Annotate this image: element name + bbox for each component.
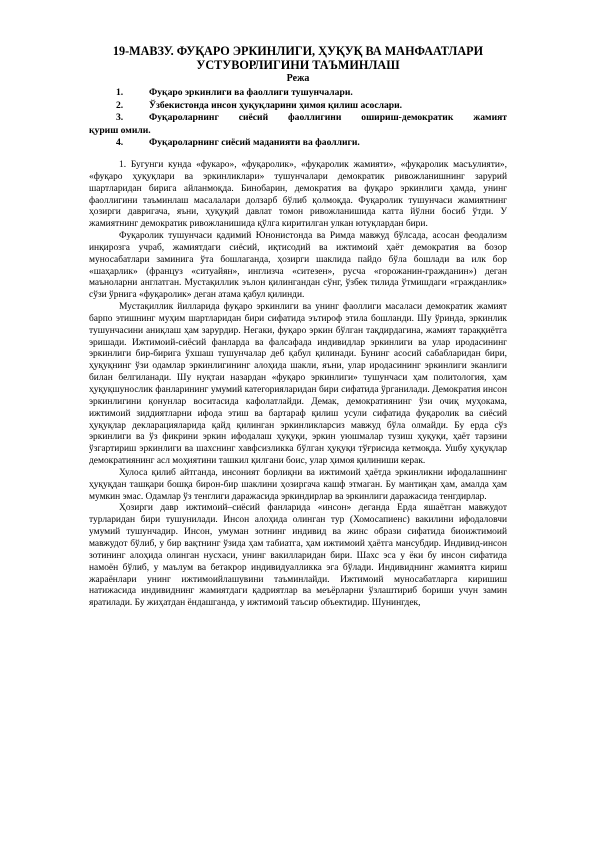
plan-list bbox=[89, 87, 507, 150]
plan-item-text: Фуқароларнинг сиёсий маданияти ва фаоллиги. bbox=[149, 137, 360, 149]
body-text bbox=[89, 160, 507, 610]
page-title: 19-МАВЗУ. ФУҚАРО ЭРКИНЛИГИ, ҲУҚУҚ ВА МАНФААТЛАРИ УСТУВОРЛИГИНИ ТАЪМИНЛАШ bbox=[112, 44, 484, 72]
plan-item bbox=[89, 87, 507, 100]
plan-heading: Режа bbox=[286, 73, 310, 84]
plan-item bbox=[89, 137, 507, 150]
plan-item-number: 4. bbox=[116, 137, 124, 149]
plan-item bbox=[89, 100, 507, 113]
paragraph: Хулоса қилиб айтганда, инсоният борлиқни ва ижтимоий ҳаётда эркинликни ифодалашнинг ҳуқуқдан ташқари бошқа бирон-бир шаклини ҳозиргача кашф этмаган. Бу мантиқан ҳам, амалда ҳам мумкин эмас. Одамлар ўз тенглиги даражасида эркиндирлар ва эркинлиги даражасида тенгдирлар. bbox=[89, 467, 507, 502]
plan-item-continuation: қуриш омили. bbox=[89, 124, 151, 136]
plan-item-number: 1. bbox=[116, 87, 124, 98]
paragraph: Ҳозирги давр ижтимоий–сиёсий фанларида «инсон» деганда Ерда яшаётган мавжудот турларидан бири тушунилади. Инсон алоҳида олинган тур (Хомосапиенс) вакилини ифодаловчи умумий тушунчадир. Инсон, умуман зотнинг индивид ва жинс образи сифатида биоижтимоий мавжудот бўлиб, у бир вақтнинг ўзида ҳам табиатга, ҳам ижтимоий ҳаётга мансубдир. Индивид-инсон зотининг алоҳида олинган нусхаси, унинг вакилларидан бири. Шахс эса у ёки бу инсон сифатида намоён бўлиб, у маълум ва бетакрор индивидуалликка эга бўлади. Индивиднинг жамиятга кириш жараёнлари унинг ижтимоийлашувини таъминлайди. Ижтимоий муносабатларга киришиш натижасида индивиднинг жамиятдаги қадриятлар ва меъёрларни ўзлаштириб бориши учун замин яратилади. Бу жиҳатдан ёндашганда, у ижтимоий таъсир объектидир. Шунингдек, bbox=[89, 503, 507, 609]
plan-item-text: Фуқаро эркинлиги ва фаоллиги тушунчалари. bbox=[149, 87, 353, 98]
plan-item-number: 2. bbox=[116, 99, 124, 111]
paragraph: Фуқаролик тушунчаси қадимий Юнонистонда ва Римда мавжуд бўлсада, асосан феодализм инқирозга учраб, жамиятдаги сиёсий, иқтисодий ва ижтимоий ҳаёт демократия ва бозор муносабатлари заминига ўта бошлаганда, ҳозирги шаклида пайдо бўла бошлади ва илк бор «шаҳарлик» (француз «ситуайян», инглизча «ситезен», руcча «горожанин-гражданин») деган маъноларни англатган. Мустақиллик эълон қилингандан сўнг, ўзбек тилида ўтмишдаги «гражданлик» сўзи ўрнига «фуқаролик» деган атама қабул қилинди. bbox=[89, 231, 507, 301]
plan-item-text: Фуқароларнинг сиёсий фаоллигини ошириш-демократик жамият bbox=[149, 112, 507, 124]
plan-item-text: Ўзбекистонда инсон ҳуқуқларини ҳимоя қилиш асослари. bbox=[149, 99, 403, 111]
paragraph: Мустақиллик йилларида фуқаро эркинлиги ва унинг фаоллиги масаласи демократик жамият барпо этишнинг муҳим шартларидан бири сифатида эътироф этила бошланди. Шу ўринда, эркинлик тушунчасини аниқлаш ҳам зарурдир. Негаки, фуқаро эркин бўлган тақдирдагина, жамият тараққиётга эришади. Ижтимоий-сиёсий фанларда ва фалсафада индивидлар эркинлиги ва улар иродасининг эркинлиги бир-бирига ўхшаш тушунчалар деб қабул қилинади. Бунинг асосий сабабларидан бири, ҳуқуқнинг ўзи одамлар эркинлигининг алоҳида шакли, яъни, улар иродасининг эркинлиги эканлиги билан белгиланади. Шу нуқтаи назардан «фуқаро эркинлиги» тушунчаси ҳам политология, ҳам ҳуқуқшунослик фанларининг умумий категорияларидан бири сифатида ўрганилади. Демократия инсон эркинлигини қонунлар воситасида кафолатлайди. Демак, демократиянинг ўзи очиқ муҳокама, ижтимоий зиддиятларни ифода этиш ва бартараф қилиш усули сифатида фуқаролик ва сиёсий ҳуқуқлар декларацияларида қайд қилинган эркинликларсиз мавжуд бўла олмайди. Бу ерда сўз эркинлиги ва ўз фикрини эркин ифодалаш ҳуқуқи, эркин уюшмалар тузиш ҳуқуқи, ҳаёт тарзини ўзгартириш эркинлиги ва шахснинг хавфсизликка бўлган ҳуқуқи тўғрисида кетмоқда. Ушбу ҳуқуқлар демократиянинг асл моҳиятини ташкил қилгани боис, улар ҳимоя қилиниши керак. bbox=[89, 302, 507, 467]
plan-item bbox=[89, 112, 507, 125]
paragraph: 1. Бугунги кунда «фукаро», «фуқаролик», «фуқаролик жамияти», «фуқаролик масъулияти», «фуқаро ҳуқуқлари ва эркинликлари» тушунчалари демократик ривожланишнинг зарурий шартларидан бирига айланмоқда. Бинобарин, демократия ва фуқаро эркинлиги ҳамда, унинг фаоллигини таъминлаш масалалари долзарб бўлиб қолмоқда. Фуқаролик тушунчаси жамиятнинг ҳозирги давригача, яъни, ҳуқуқий давлат томон ривожланишида катта йўлни босиб ўтди. У жамиятнинг демократик ривожланишида қўлга киритилган улкан ютуқлардан бири. bbox=[89, 159, 507, 230]
document-content bbox=[89, 44, 507, 610]
plan-item-number: 3. bbox=[116, 112, 124, 124]
